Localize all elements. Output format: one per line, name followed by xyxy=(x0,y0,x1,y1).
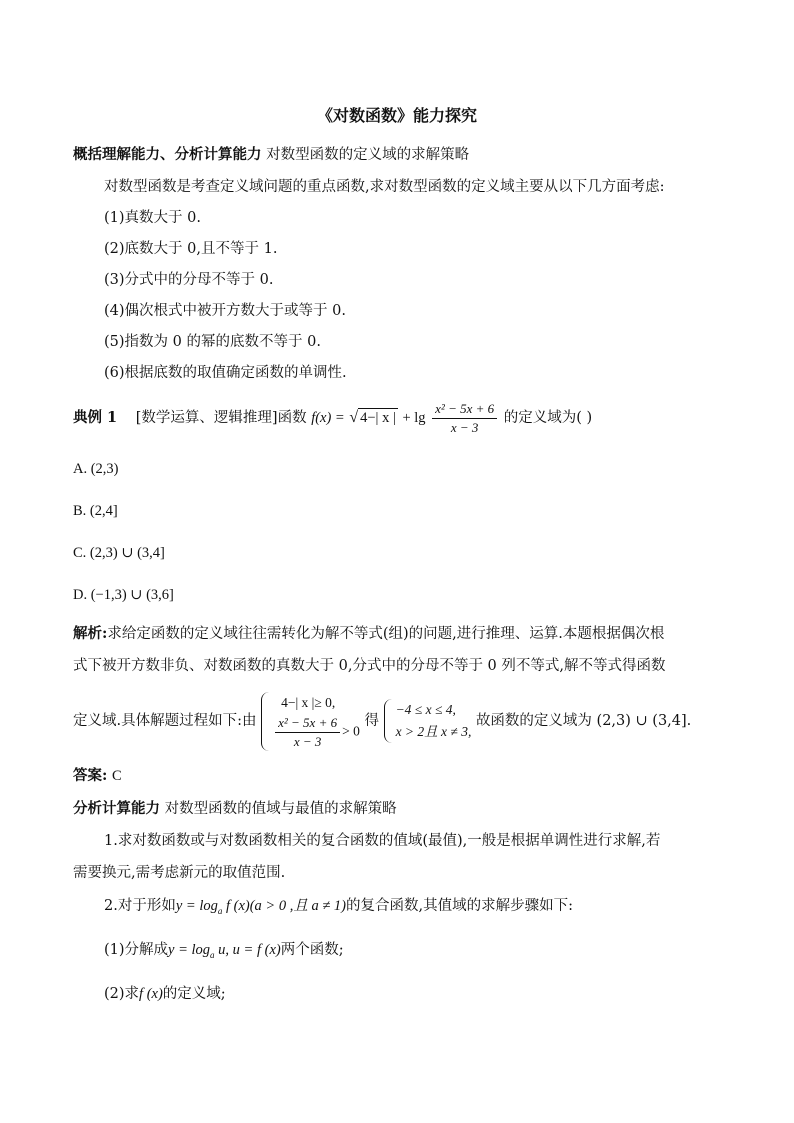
sys1-row1: 4−| x |≥ 0, xyxy=(281,694,336,710)
section2-p1-line1: 1.求对数函数或与对数函数相关的复合函数的值域(最值),一般是根据单调性进行求解,若 xyxy=(104,833,661,849)
answer-value: C xyxy=(111,768,122,784)
solution-text-1: 求给定函数的定义域往往需转化为解不等式(组)的问题,进行推理、运算.本题根据偶次根 xyxy=(107,626,665,642)
p2-sub: a xyxy=(217,905,223,916)
solution-line-1 xyxy=(73,624,664,644)
log-fraction xyxy=(432,400,497,437)
p2-pre: 2.对于形如 xyxy=(104,898,176,914)
sys1-gt: > 0 xyxy=(342,723,360,739)
point-5: (5)指数为 0 的幂的底数不等于 0. xyxy=(104,334,321,350)
answer-label: 答案: xyxy=(73,767,108,784)
solution-line-3 xyxy=(73,688,691,754)
function-fx: f(x) = xyxy=(311,410,345,426)
plus-lg: + lg xyxy=(402,410,426,426)
step1-math: y = log xyxy=(168,942,211,958)
sys2-row1: −4 ≤ x ≤ 4, xyxy=(395,702,456,717)
answer-line xyxy=(73,766,122,786)
step2-math: f (x) xyxy=(139,986,163,1002)
inequality-system-2 xyxy=(384,699,472,743)
section2-subtitle: 对数型函数的值域与最值的求解策略 xyxy=(164,801,397,817)
step1-pre: (1)分解成 xyxy=(104,942,169,958)
left-brace-icon xyxy=(261,692,272,751)
point-6: (6)根据底数的取值确定函数的单调性. xyxy=(104,365,347,381)
sys2-row2: x > 2且 x ≠ 3, xyxy=(395,724,472,739)
solution-de: 得 xyxy=(364,713,379,729)
solution-line-2: 式下被开方数非负、对数函数的真数大于 0,分式中的分母不等于 0 列不等式,解不等式得函数 xyxy=(73,658,666,674)
sys1-denominator: x − 3 xyxy=(293,733,322,749)
option-a: A. (2,3) xyxy=(73,461,119,477)
section1-subtitle: 对数型函数的定义域的求解策略 xyxy=(266,147,470,163)
sys1-numerator: x² − 5x + 6 xyxy=(275,714,340,733)
solution-text-3: 定义域.具体解题过程如下:由 xyxy=(73,713,257,729)
inequality-system-1 xyxy=(261,692,360,751)
section2-heading: 分析计算能力 xyxy=(73,800,160,817)
option-d: D. (−1,3) ∪ (3,6] xyxy=(73,587,174,603)
step1-post: 两个函数; xyxy=(280,942,344,958)
left-brace-icon-2 xyxy=(384,699,395,743)
point-1: (1)真数大于 0. xyxy=(104,210,201,226)
solution-label: 解析: xyxy=(73,625,108,642)
point-4: (4)偶次根式中被开方数大于或等于 0. xyxy=(104,303,346,319)
example-label: 典例 1 xyxy=(73,409,118,426)
step2-pre: (2)求 xyxy=(104,986,140,1002)
step-1 xyxy=(104,940,344,960)
point-3: (3)分式中的分母不等于 0. xyxy=(104,272,274,288)
example-tag: [数学运算、逻辑推理]函数 xyxy=(135,410,307,426)
option-c: C. (2,3) ∪ (3,4] xyxy=(73,545,165,561)
sqrt-icon: √ xyxy=(349,409,359,426)
solution-conclusion: 故函数的定义域为 (2,3) ∪ (3,4]. xyxy=(475,713,692,729)
fraction-numerator: x² − 5x + 6 xyxy=(432,400,497,419)
p2-math2: f (x)(a > 0 ,且 a ≠ 1) xyxy=(222,898,346,914)
sys1-row2 xyxy=(273,714,360,751)
section1-intro: 对数型函数是考查定义域问题的重点函数,求对数型函数的定义域主要从以下几方面考虑: xyxy=(104,179,665,195)
step1-math2: u, u = f (x) xyxy=(214,942,281,958)
page-title: 《对数函数》能力探究 xyxy=(316,106,477,125)
step2-post: 的定义域; xyxy=(162,986,226,1002)
section2-p2 xyxy=(104,896,573,916)
p2-post: 的复合函数,其值域的求解步骤如下: xyxy=(346,898,573,914)
option-b: B. (2,4] xyxy=(73,503,118,519)
point-2: (2)底数大于 0,且不等于 1. xyxy=(104,241,278,257)
sys1-fraction xyxy=(275,714,340,751)
section1-heading-line xyxy=(73,145,469,165)
step1-sub: a xyxy=(210,949,215,960)
p2-math: y = log xyxy=(175,898,218,914)
step-2 xyxy=(104,984,226,1004)
section2-heading-line xyxy=(73,799,397,819)
example-question xyxy=(73,398,592,438)
section2-p1-line2: 需要换元,需考虑新元的取值范围. xyxy=(73,865,286,881)
section1-heading: 概括理解能力、分析计算能力 xyxy=(73,146,262,163)
fraction-denominator: x − 3 xyxy=(450,419,479,435)
example-suffix: 的定义域为( ) xyxy=(503,410,593,426)
sqrt-content: 4−| x | xyxy=(360,410,396,426)
